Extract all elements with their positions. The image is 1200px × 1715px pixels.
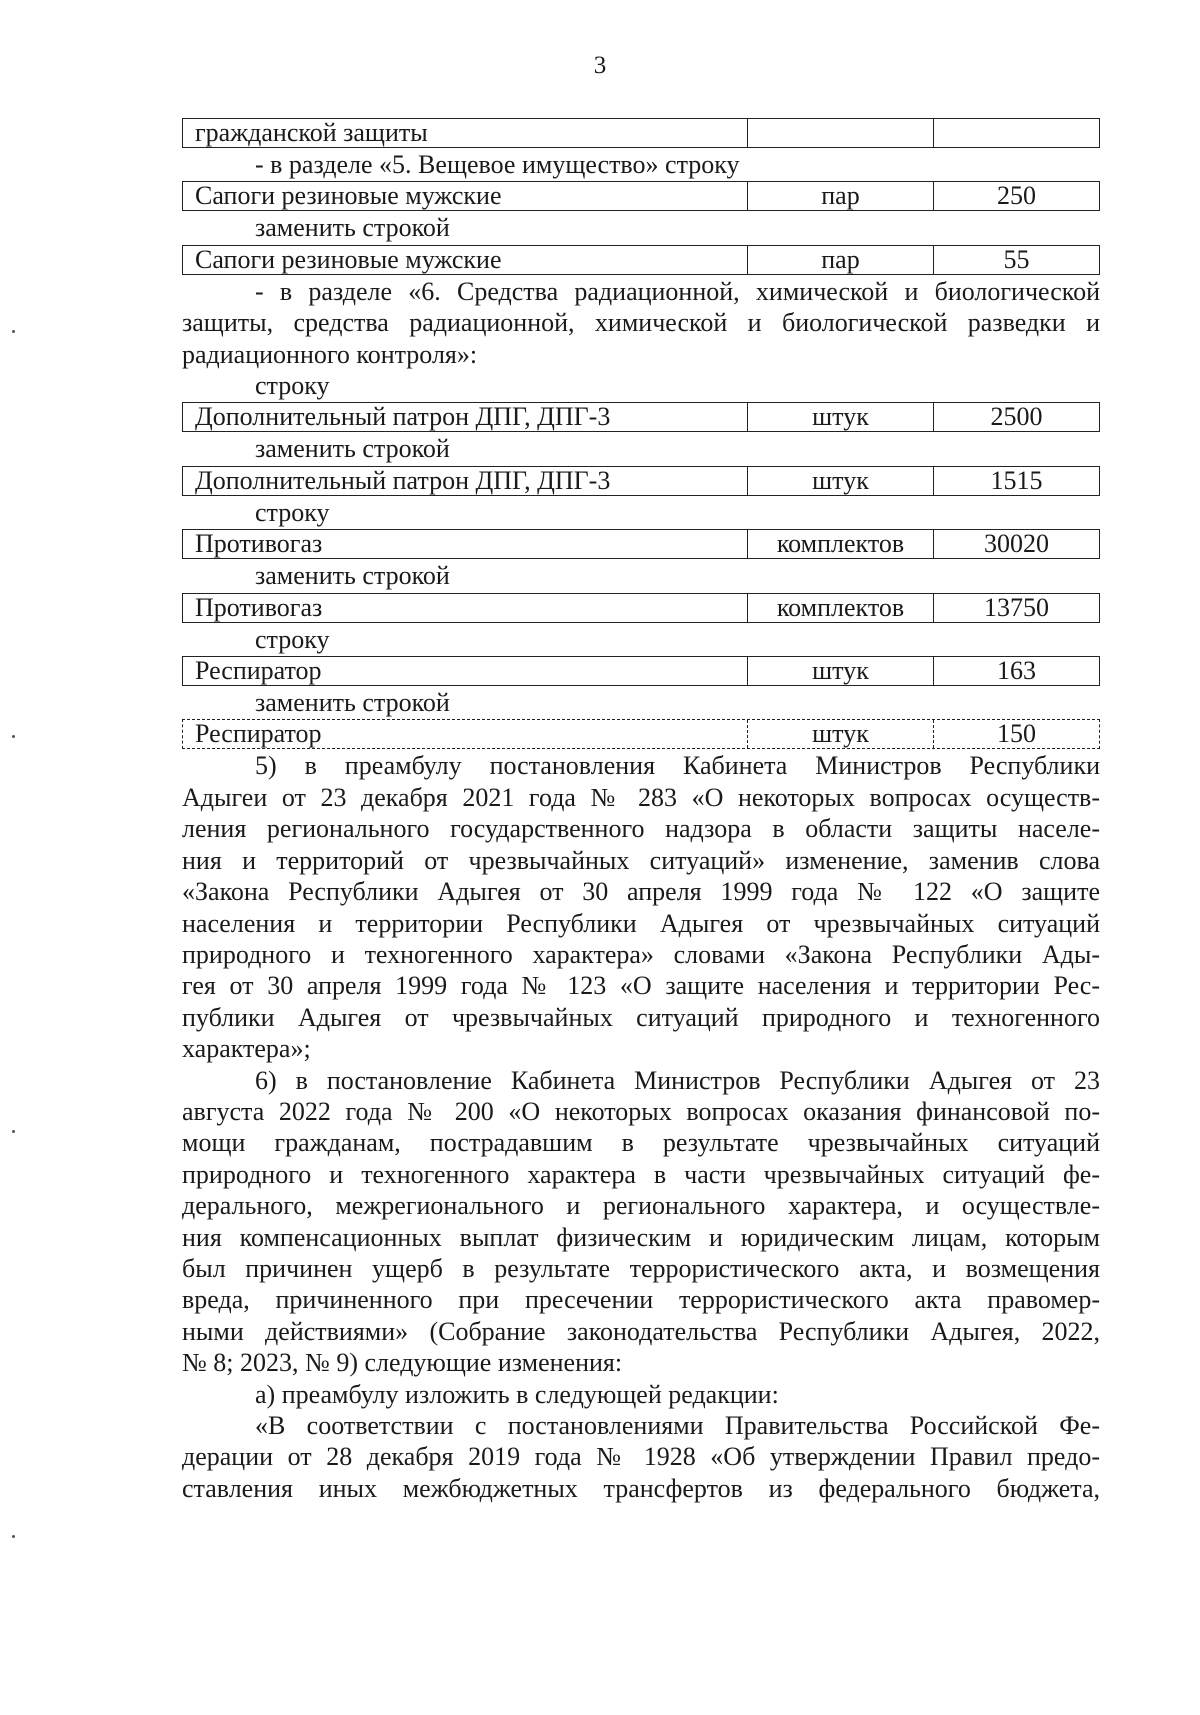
item-unit: комплектов xyxy=(748,530,934,558)
item-name: Сапоги резиновые мужские xyxy=(183,182,748,210)
table-row xyxy=(182,245,1100,275)
paragraph-6 xyxy=(182,1065,1100,1379)
item-unit: комплектов xyxy=(748,594,934,622)
text-line: ния и территорий от чрезвычайных ситуаций» изменение, заменив слова xyxy=(182,845,1100,875)
text-line: «В соответствии с постановлениями Правительства Российской Фе- xyxy=(255,1411,1100,1440)
scan-speck xyxy=(12,1535,15,1538)
instruction-line: радиационного контроля»: xyxy=(182,339,478,369)
item-name: Дополнительный патрон ДПГ, ДПГ-3 xyxy=(183,403,748,431)
text-line: Адыгеи от 23 декабря 2021 года № 283 «О некоторых вопросах осуществ- xyxy=(182,782,1100,812)
item-qty: 30020 xyxy=(984,529,1049,559)
text-line: был причинен ущерб в результате террористического акта, и возмещения xyxy=(182,1253,1100,1283)
instruction-line: заменить строкой xyxy=(255,213,450,243)
table-row xyxy=(182,593,1100,623)
item-name: гражданской защиты xyxy=(183,119,748,147)
table-row xyxy=(182,719,1100,749)
table-row xyxy=(182,118,1100,148)
item-qty: 163 xyxy=(997,656,1036,686)
text-line: ставления иных межбюджетных трансфертов из федерального бюджета, xyxy=(182,1473,1100,1503)
item-unit: штук xyxy=(748,657,934,685)
instruction-line: - в разделе «6. Средства радиационной, химической и биологической xyxy=(255,276,1100,306)
item-name: Сапоги резиновые мужские xyxy=(183,246,748,274)
instruction-line: защиты, средства радиационной, химической и биологической разведки и xyxy=(182,308,1100,338)
instruction-line: заменить строкой xyxy=(255,434,450,464)
table-row xyxy=(182,529,1100,559)
item-name: Противогаз xyxy=(183,594,748,622)
item-name: Респиратор xyxy=(183,657,748,685)
item-qty: 13750 xyxy=(984,592,1049,622)
text-line: гея от 30 апреля 1999 года № 123 «О защите населения и территории Рес- xyxy=(182,971,1100,1001)
instruction-line: строку xyxy=(255,371,330,401)
table-row xyxy=(182,656,1100,686)
table-row xyxy=(182,181,1100,211)
paragraph-5 xyxy=(182,750,1100,1064)
text-line: № 8; 2023, № 9) следующие изменения: xyxy=(182,1348,623,1378)
item-unit xyxy=(748,119,934,147)
item-unit: штук xyxy=(748,720,934,748)
text-line: 5) в преамбулу постановления Кабинета Министров Республики xyxy=(255,751,1100,781)
text-line: природного и техногенного характера» словами «Закона Республики Ады- xyxy=(182,939,1100,969)
text-line: дерального, межрегионального и регионального характера, и осуществле- xyxy=(182,1191,1100,1221)
text-line: публики Адыгея от чрезвычайных ситуаций природного и техногенного xyxy=(182,1002,1100,1032)
table-row xyxy=(182,466,1100,496)
paragraph-quote xyxy=(182,1410,1100,1504)
instruction-line: строку xyxy=(255,497,330,527)
text-line: вреда, причиненного при пресечении террористического акта правомер- xyxy=(182,1285,1100,1315)
item-qty: 55 xyxy=(1003,244,1030,274)
document-body xyxy=(182,117,1100,1504)
table-row xyxy=(182,402,1100,432)
text-line: ными действиями» (Собрание законодательства Республики Адыгея, 2022, xyxy=(182,1316,1100,1346)
item-qty: 1515 xyxy=(990,465,1043,495)
item-unit: пар xyxy=(748,246,934,274)
item-name: Противогаз xyxy=(183,530,748,558)
text-line: населения и территории Республики Адыгея от чрезвычайных ситуаций xyxy=(182,908,1100,938)
instruction-line: строку xyxy=(255,624,330,654)
item-unit: штук xyxy=(748,403,934,431)
item-unit: пар xyxy=(748,182,934,210)
text-line: ления регионального государственного надзора в области защиты населе- xyxy=(182,814,1100,844)
item-qty: 250 xyxy=(997,181,1036,211)
text-line: мощи гражданам, пострадавшим в результате чрезвычайных ситуаций xyxy=(182,1128,1100,1158)
scan-speck xyxy=(12,330,15,333)
item-qty: 2500 xyxy=(990,402,1043,432)
item-qty xyxy=(934,119,1099,147)
page-number: 3 xyxy=(593,52,607,79)
item-name: Дополнительный патрон ДПГ, ДПГ-3 xyxy=(183,467,748,495)
text-line: а) преамбулу изложить в следующей редакции: xyxy=(255,1379,779,1409)
item-qty: 150 xyxy=(997,719,1036,749)
text-line: «Закона Республики Адыгея от 30 апреля 1999 года № 122 «О защите xyxy=(182,877,1100,907)
text-line: ния компенсационных выплат физическим и юридическим лицам, которым xyxy=(182,1222,1100,1252)
item-name: Респиратор xyxy=(183,720,748,748)
instruction-line: заменить строкой xyxy=(255,688,450,718)
text-line: августа 2022 года № 200 «О некоторых вопросах оказания финансовой по- xyxy=(182,1096,1100,1126)
item-unit: штук xyxy=(748,467,934,495)
text-line: 6) в постановление Кабинета Министров Республики Адыгея от 23 xyxy=(255,1065,1100,1095)
scan-speck xyxy=(12,735,15,738)
text-line: характера»; xyxy=(182,1034,311,1064)
text-line: дерации от 28 декабря 2019 года № 1928 «Об утверждении Правил предо- xyxy=(182,1442,1100,1472)
scan-speck xyxy=(12,1130,15,1133)
instruction-line: - в разделе «5. Вещевое имущество» строку xyxy=(255,150,740,179)
text-line: природного и техногенного характера в части чрезвычайных ситуаций фе- xyxy=(182,1159,1100,1189)
instruction-line: заменить строкой xyxy=(255,561,450,591)
